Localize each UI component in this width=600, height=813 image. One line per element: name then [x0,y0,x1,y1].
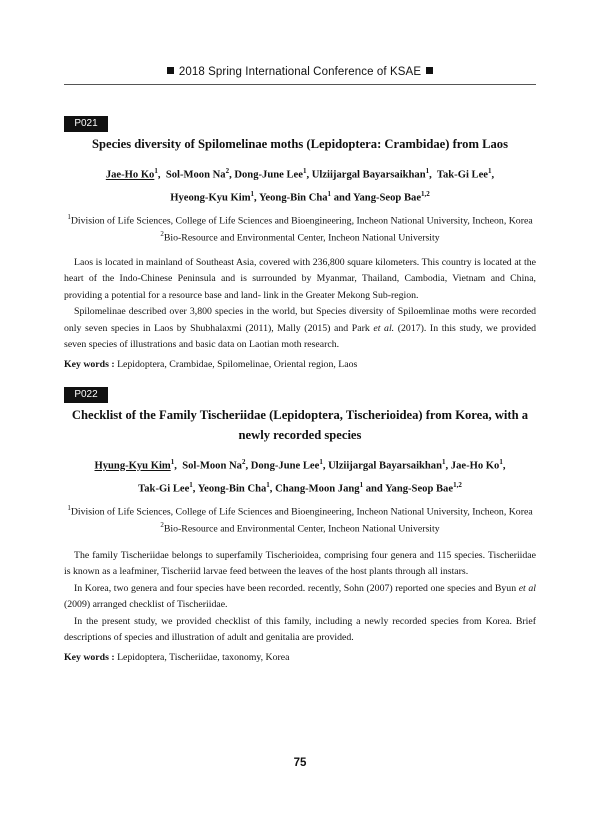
square-bullet-icon [167,67,174,74]
abstract-id-badge: P022 [64,387,108,403]
author: Chang-Moon Jang [275,483,360,495]
abstract-paragraph: The family Tischeriidae belongs to superfamily Tischerioidea, comprising four genera and 115 species. Tischeriidae is known as a leafminer, Tischeriid larvae feed between the leaves of the host plants through all instars. [64,549,536,578]
affiliation-1: Division of Life Sciences, College of Life Sciences and Bioengineering, Incheon National University, Incheon, Korea [70,215,533,227]
author-list: Jae-Ho Ko$^1$, Sol-Moon Na$^2$, Dong-June Lee$^1$, Ulziijargal Bayarsaikhan$^1$, Tak-Gi Lee$^1$, Hyeong-Kyu Kim$^1$, Yeong-Bin Cha$^1$ and Yang-Seop Bae$^{1,2}$ [105,167,495,204]
abstract-paragraph: In the present study, we provided checklist of this family, including a newly recorded species from Korea. Brief descriptions of species and illustration of adult and genitalia are provided. [64,615,536,644]
author: and Yang-Seop Bae [333,192,422,204]
author: and Yang-Seop Bae [365,483,454,495]
square-bullet-icon [426,67,433,74]
author: Jae-Ho Ko [450,460,500,472]
abstract-title: Checklist of the Family Tischeriidae (Lepidoptera, Tischerioidea) from Korea, with a newly recorded species [71,408,529,442]
author: Sol-Moon Na [165,169,226,181]
author: Ulziijargal Bayarsaikhan [328,460,442,472]
header-divider [64,84,536,85]
author: Tak-Gi Lee [138,483,190,495]
author-list: Hyung-Kyu Kim$^1$, Sol-Moon Na$^2$, Dong-June Lee$^1$, Ulziijargal Bayarsaikhan$^1$, Jae-Ho Ko$^1$, Tak-Gi Lee$^1$, Yeong-Bin Cha$^1$, Chang-Moon Jang$^1$ and Yang-Seop Bae$^{1,2}$ [94,458,506,495]
presenting-author: Jae-Ho Ko [105,169,155,181]
page-number: 75 [293,757,307,769]
author: Tak-Gi Lee [436,169,489,181]
affiliation-1: Division of Life Sciences, College of Life Sciences and Bioengineering, Incheon National University, Incheon, Korea [70,506,533,518]
conference-title: 2018 Spring International Conference of KSAE [178,66,422,78]
affiliations: $^1$Division of Life Sciences, College of Life Sciences and Bioengineering, Incheon National University, Incheon, Korea $^2$Bio-Resource and Environmental Center, Incheon National University [67,213,533,244]
affiliations: $^1$Division of Life Sciences, College of Life Sciences and Bioengineering, Incheon National University, Incheon, Korea $^2$Bio-Resource and Environmental Center, Incheon National University [67,504,533,535]
abstract-title: Species diversity of Spilomelinae moths (Lepidoptera: Crambidae) from Laos [91,137,509,151]
keywords: Key words : Lepidoptera, Crambidae, Spilomelinae, Oriental region, Laos [64,358,358,370]
author: Dong-June Lee [234,169,303,181]
abstract-p021 [64,134,536,373]
conference-header [64,66,536,78]
affiliation-2: Bio-Resource and Environmental Center, Incheon National University [163,523,440,535]
author: Sol-Moon Na [182,460,242,472]
affiliation-2: Bio-Resource and Environmental Center, Incheon National University [163,232,440,244]
author: Hyeong-Kyu Kim [170,192,251,204]
abstract-id-badge: P021 [64,116,108,132]
abstract-paragraph: Spilomelinae described over 3,800 species in the world, but Species diversity of Spiloemlinae moths were recorded only seven species in Laos by Shubhalaxmi (2011), Mally (2015) and Park et al. (2017). In this study, we provided seven species of illustrations and basic data on Laotian moth research. [64,306,536,351]
keywords: Key words : Lepidoptera, Tischeriidae, taxonomy, Korea [64,651,290,663]
author: Dong-June Lee [250,460,320,472]
abstract-paragraph: In Korea, two genera and four species have been recorded. recently, Sohn (2007) reported one species and Byun et al (2009) arranged checklist of Tischeriidae. [64,582,536,611]
abstract-paragraph: Laos is located in mainland of Southeast Asia, covered with 236,800 square kilometers. This country is located at the heart of the Indo-Chinese Peninsula and is surrounded by Myanmar, Thailand, Cambodia, Vietnam and China, providing a potential for a resource base and land- link in the Greater Mekong Sub-region. [64,256,536,301]
author: Yeong-Bin Cha [197,483,267,495]
abstract-p022 [64,405,536,666]
author: Ulziijargal Bayarsaikhan [311,169,426,181]
presenting-author: Hyung-Kyu Kim [94,460,171,472]
author: Yeong-Bin Cha [258,192,328,204]
